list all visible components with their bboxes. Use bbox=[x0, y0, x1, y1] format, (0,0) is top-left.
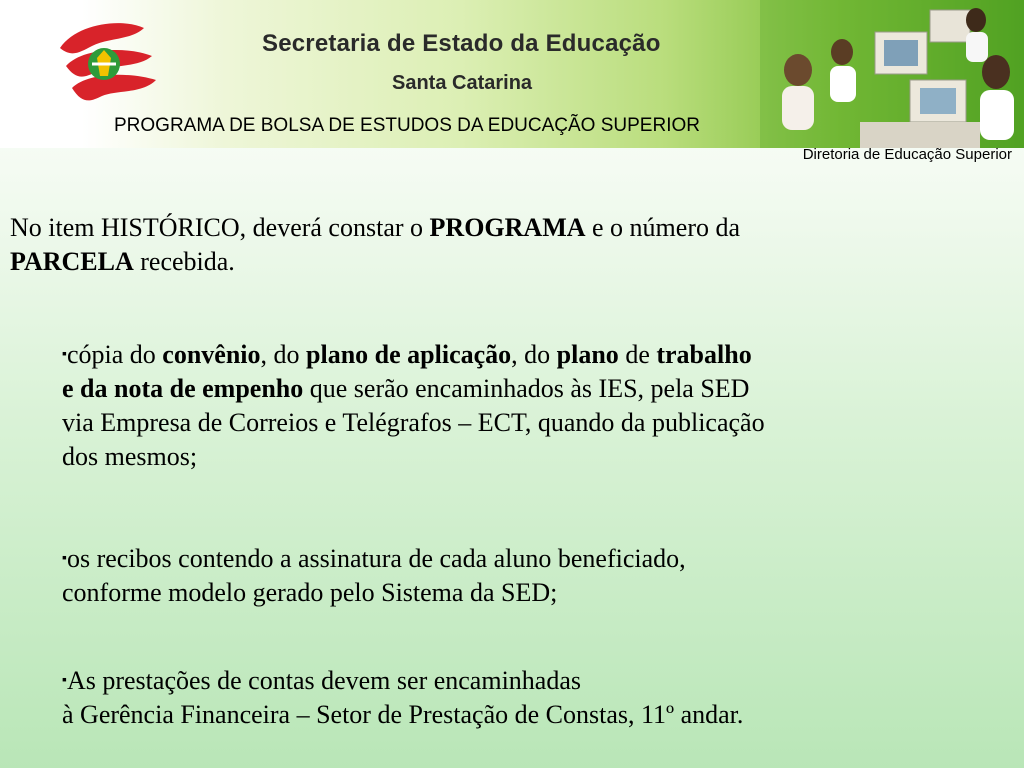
bullet-text: dos mesmos; bbox=[62, 442, 198, 471]
bullet-item-accounts bbox=[62, 664, 1002, 732]
bullet-text: , do bbox=[260, 340, 307, 369]
bullet-bold-text: plano de aplicação bbox=[306, 340, 512, 369]
organization-title: Secretaria de Estado da Educação bbox=[262, 30, 661, 57]
intro-text-2: e o número da bbox=[585, 213, 741, 242]
bullet-marker: ▪ bbox=[62, 347, 67, 362]
bullet-text: conforme modelo gerado pelo Sistema da SED; bbox=[62, 578, 558, 607]
bullet-text: As prestações de contas devem ser encaminhadas bbox=[66, 666, 581, 695]
intro-paragraph bbox=[10, 211, 1010, 279]
slide-header-banner bbox=[0, 0, 1024, 148]
bullet-text: via Empresa de Correios e Telégrafos – ECT, quando da publicação bbox=[62, 408, 765, 437]
santa-catarina-coat-of-arms-icon bbox=[52, 18, 162, 118]
bullet-bold-text: e da nota de empenho bbox=[62, 374, 304, 403]
bullet-marker: ▪ bbox=[62, 673, 67, 688]
bullet-bold-text: trabalho bbox=[656, 340, 752, 369]
bullet-item-receipts bbox=[62, 542, 1002, 610]
bullet-text: que serão encaminhados às IES, pela SED bbox=[303, 374, 750, 403]
bullet-item-documents bbox=[62, 338, 1002, 474]
bullet-text: à Gerência Financeira – Setor de Prestação de Constas, 11º andar. bbox=[62, 700, 744, 729]
intro-bold-programa: PROGRAMA bbox=[429, 213, 586, 242]
bullet-text: , do bbox=[511, 340, 557, 369]
intro-text-3: recebida. bbox=[133, 247, 235, 276]
bullet-text: os recibos contendo a assinatura de cada aluno beneficiado, bbox=[66, 544, 686, 573]
directorate-label: Diretoria de Educação Superior bbox=[802, 146, 1012, 163]
organization-subtitle: Santa Catarina bbox=[392, 72, 533, 94]
bullet-bold-text: plano bbox=[556, 340, 619, 369]
intro-text-1: No item HISTÓRICO, deverá constar o bbox=[10, 213, 430, 242]
bullet-marker: ▪ bbox=[62, 551, 67, 566]
bullet-text: de bbox=[618, 340, 657, 369]
intro-bold-parcela: PARCELA bbox=[10, 247, 134, 276]
bullet-bold-text: convênio bbox=[162, 340, 261, 369]
bullet-text: cópia do bbox=[66, 340, 163, 369]
students-at-computers-photo bbox=[760, 0, 1024, 148]
program-title: PROGRAMA DE BOLSA DE ESTUDOS DA EDUCAÇÃO SUPERIOR bbox=[114, 115, 700, 136]
